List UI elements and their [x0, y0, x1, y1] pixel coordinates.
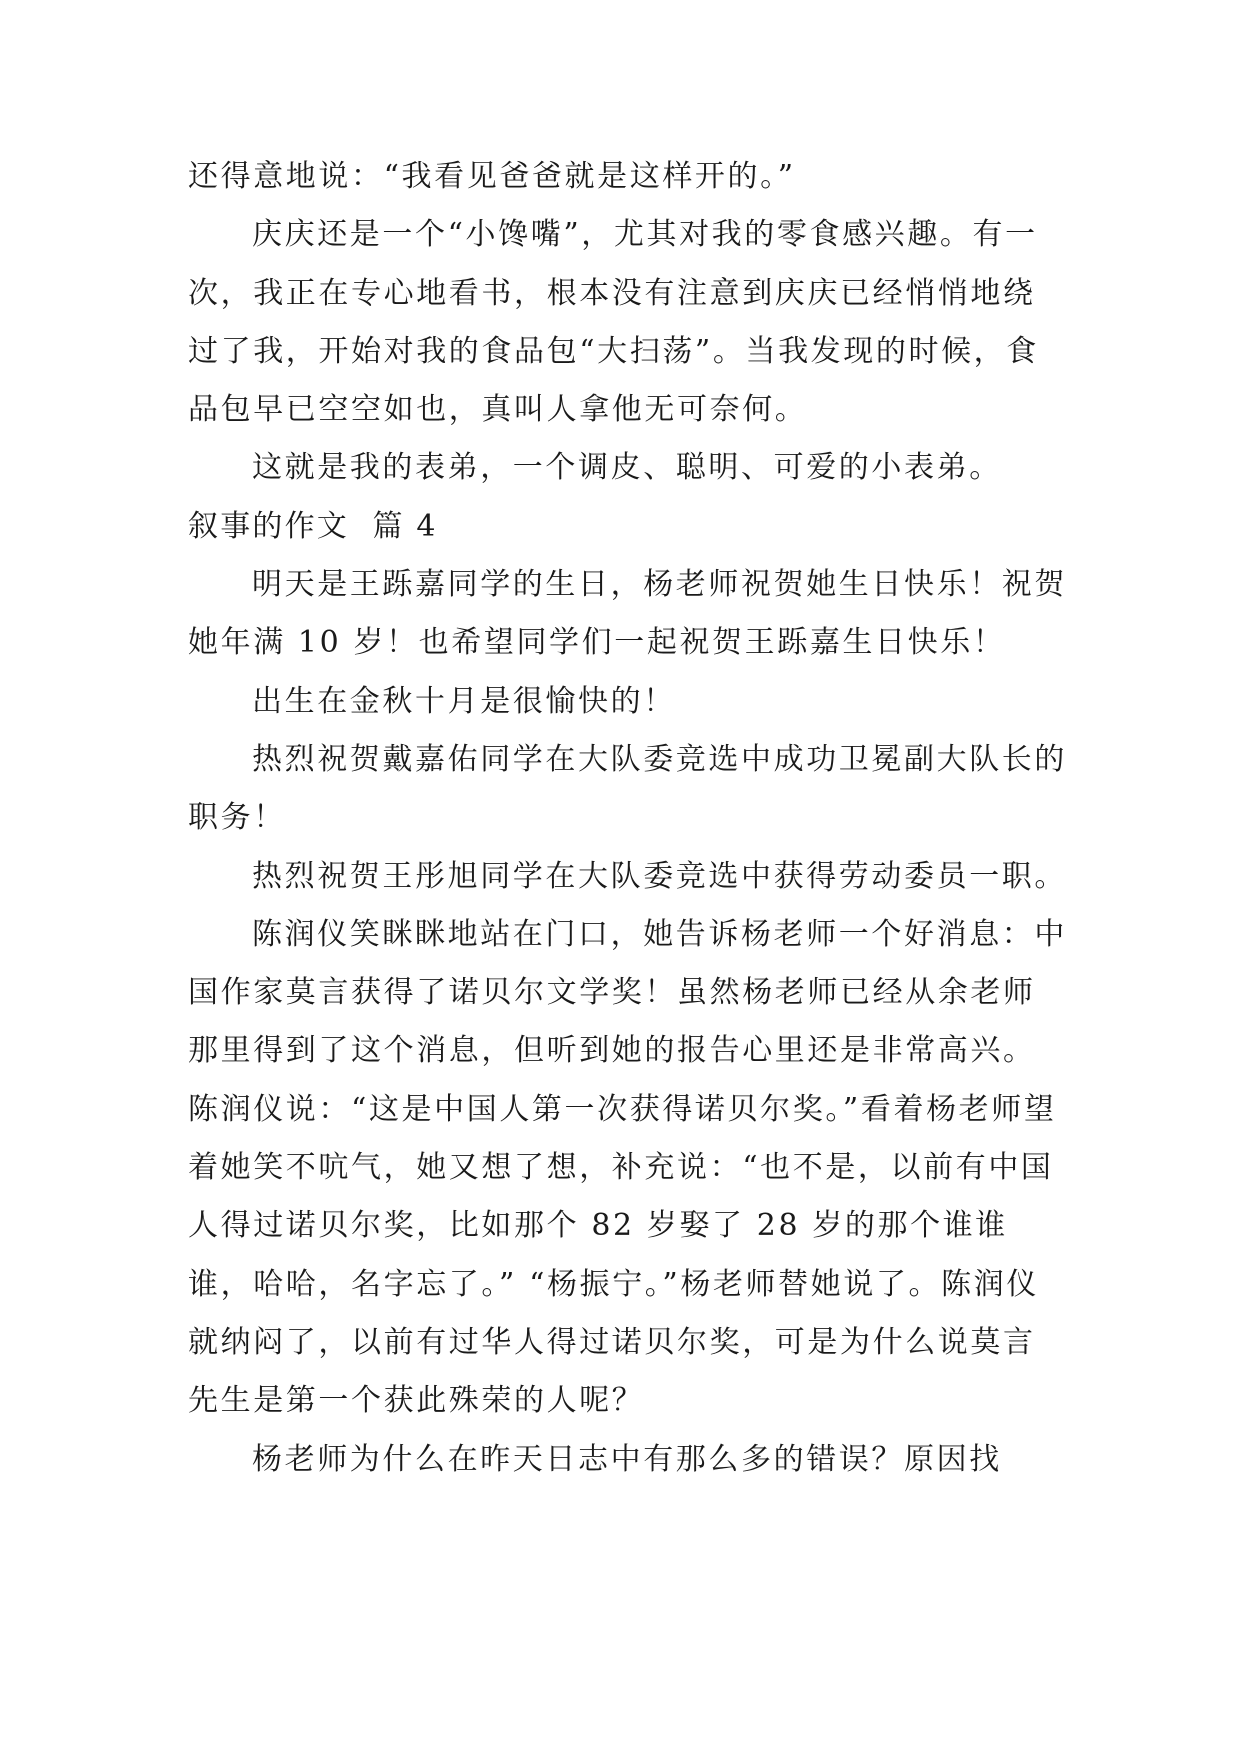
paragraph-nobel-news: 陈润仪笑眯眯地站在门口，她告诉杨老师一个好消息：中国作家莫言获得了诺贝尔文学奖！虽然杨老师已经从余老师那里得到了这个消息，但听到她的报告心里还是非常高兴。陈润仪说：“这是中国人第一次获得诺贝尔奖。”看着杨老师望着她笑不吭气，她又想了想，补充说：“也不是，以前有中国人得过诺贝尔奖，比如那个 82 岁娶了 28 岁的那个谁谁谁，哈哈，名字忘了。” “杨振宁。”杨老师替她说了。陈润仪就纳闷了，以前有过华人得过诺贝尔奖，可是为什么说莫言先生是第一个获此殊荣的人呢？	[188, 916, 1067, 1419]
paragraph-autumn-birth: 出生在金秋十月是很愉快的！	[252, 683, 676, 719]
paragraph-birthday: 明天是王跞嘉同学的生日，杨老师祝贺她生日快乐！祝贺她年满 10 岁！也希望同学们一起祝贺王跞嘉生日快乐！	[188, 567, 1067, 661]
section-heading: 叙事的作文 篇 4	[188, 508, 438, 544]
paragraph-labor-committee: 热烈祝贺王彤旭同学在大队委竞选中获得劳动委员一职。	[252, 858, 1067, 894]
paragraph-diary-errors: 杨老师为什么在昨天日志中有那么多的错误？原因找	[252, 1441, 1002, 1477]
document-body	[188, 148, 1068, 1489]
paragraph-continued-quote: 还得意地说：“我看见爸爸就是这样开的。”	[188, 159, 796, 194]
paragraph-vice-captain: 热烈祝贺戴嘉佑同学在大队委竞选中成功卫冕副大队长的职务！	[188, 741, 1067, 836]
paragraph-cousin-summary: 这就是我的表弟，一个调皮、聪明、可爱的小表弟。	[252, 450, 1002, 486]
paragraph-snack-story: 庆庆还是一个“小馋嘴”，尤其对我的零食感兴趣。有一次，我正在专心地看书，根本没有注意到庆庆已经悄悄地绕过了我，开始对我的食品包“大扫荡”。当我发现的时候，食品包早已空空如也，真叫人拿他无可奈何。	[188, 217, 1039, 428]
